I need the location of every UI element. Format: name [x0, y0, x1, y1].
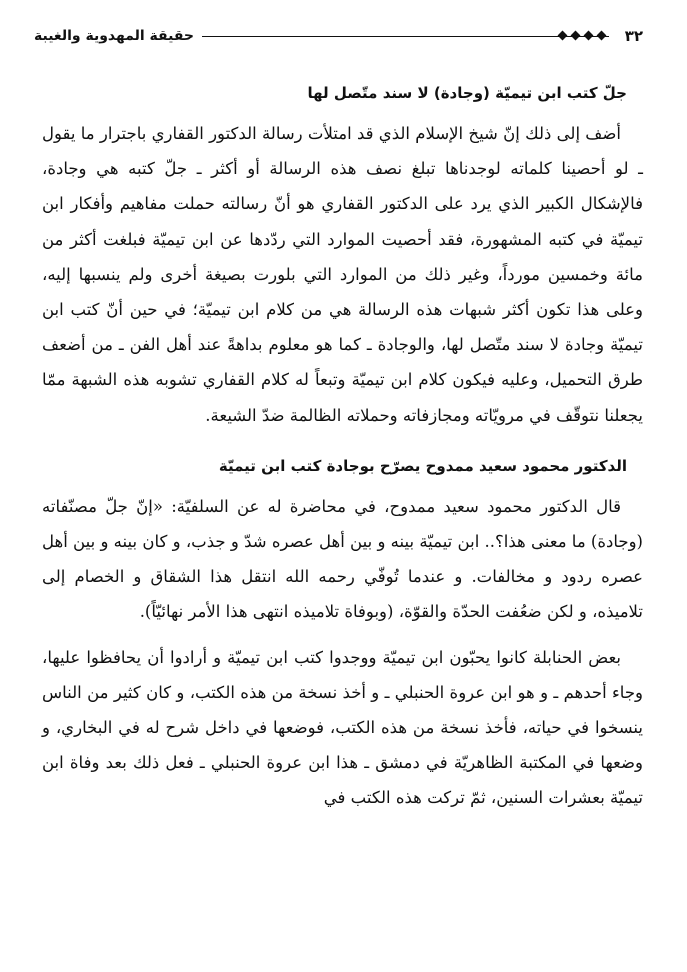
- header-rule-line: [202, 36, 609, 37]
- paragraph-spacer: [42, 630, 643, 640]
- running-header: [34, 24, 643, 48]
- ornament-diamond: [596, 31, 606, 41]
- page-body: [42, 78, 643, 816]
- body-paragraph: بعض الحنابلة كانوا يحبّون ابن تيميّة ووجدوا كتب ابن تيميّة و أرادوا أن يحافظوا عليها، وجاء أحدهم ـ و هو ابن عروة الحنبلي ـ و أخذ نسخة من هذه الكتب، و كان كثير من الناس ينسخوا في حياته، فأخذ نسخة من هذه الكتب، فوضعها في داخل شرح له في البخاري، و وضعها في المكتبة الظاهريّة في دمشق ـ هذا ابن عروة الحنبلي ـ فعل ذلك بعد وفاة ابن تيميّة بعشرات السنين، ثمّ تركت هذه الكتب في: [42, 647, 643, 808]
- body-paragraph: أضف إلى ذلك إنّ شيخ الإسلام الذي قد امتلأت رسالة الدكتور القفاري باجترار ما يقول ـ لو أحصينا كلماته لوجدناها تبلغ نصف هذه الرسالة أو أكثر ـ جلّ كتبه هي وجادة، فالإشكال الكبير الذي يرد على الدكتور القفاري هو أنّ رسالته حملت مفاهيم وأفكار ابن تيميّة في كتبه المشهورة، فقد أحصيت الموارد التي ردّدها عن ابن تيميّة فبلغت أكثر من مائة وخمسين مورداً، وغير ذلك من الموارد التي بلورت بصيغة أخرى ولم ينسبها إليه، وعلى هذا تكون أكثر شبهات هذه الرسالة هي من كلام ابن تيميّة؛ في حين أنّ كتب ابن تيميّة وجادة لا سند متّصل لها، والوجادة ـ كما هو معلوم بداهةً عند أهل الفن ـ من أضعف طرق التحميل، وعليه فيكون كلام ابن تيميّة وتبعاً له كلام القفاري تشوبه هذه الشبهة ممّا يجعلنا نتوقّف في مرويّاته ومجازفاته وحملاته الظالمة ضدّ الشيعة.: [42, 124, 643, 425]
- header-ornament: [559, 30, 605, 39]
- book-title: حقيقة المهدوية والغيبة: [34, 28, 194, 44]
- section-heading: جلّ كتب ابن تيميّة (وجادة) لا سند متّصل لها: [307, 84, 627, 102]
- section: [42, 78, 643, 433]
- section-heading: الدكتور محمود سعيد ممدوح يصرّح بوجادة كتب ابن تيميّة: [218, 456, 627, 475]
- section-spacer: [42, 433, 643, 451]
- ornament-diamond: [583, 31, 593, 41]
- ornament-diamond: [570, 31, 580, 41]
- section: [42, 451, 643, 816]
- header-rule: [202, 30, 609, 42]
- page-number: ٣٢: [624, 27, 643, 45]
- body-paragraph: قال الدكتور محمود سعيد ممدوح، في محاضرة له عن السلفيّة: «إنّ جلّ مصنّفاته (وجادة) ما معنى هذا؟.. ابن تيميّة بينه و بين أهل عصره شدّ و جذب، و كان بينه و بين أهل عصره ردود و مخالفات. و عندما تُوفّي رحمه الله انتقل هذا الشقاق و الخصام إلى تلاميذه، و لكن ضعُفت الحدّة والقوّة، (وبوفاة تلاميذه انتهى هذا الأمر نهائيّاً).: [42, 496, 643, 622]
- ornament-diamond: [557, 31, 567, 41]
